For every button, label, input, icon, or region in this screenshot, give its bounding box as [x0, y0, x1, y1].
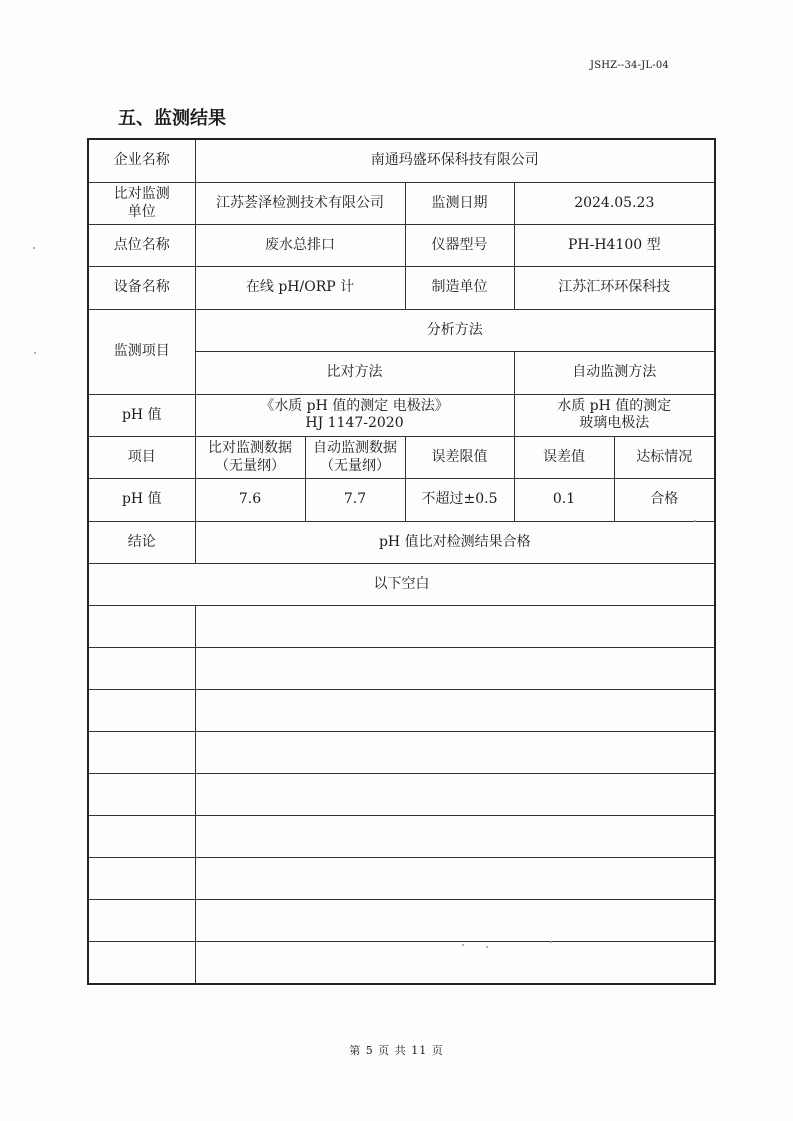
compare-unit-row [88, 182, 715, 224]
row-status: 合格 [614, 478, 715, 521]
results-header-row [88, 436, 715, 478]
compare-method [195, 394, 514, 436]
scan-speck [34, 352, 36, 354]
blank-row [88, 899, 715, 941]
blank-row [88, 731, 715, 773]
blank-row [88, 773, 715, 815]
point-label: 点位名称 [88, 224, 195, 266]
device-row [88, 266, 715, 309]
conclusion-row [88, 521, 715, 563]
auto-method-line2: 玻璃电极法 [579, 415, 650, 431]
page-suffix: 页 [431, 1044, 444, 1057]
row-error: 0.1 [514, 478, 614, 521]
blank-row [88, 815, 715, 857]
scan-speck [33, 247, 35, 249]
header-auto-data: 自动监测数据（无量纲） [305, 436, 405, 478]
compare-method-line1: 《水质 pH 值的测定 电极法》 [260, 398, 449, 414]
method-row [88, 394, 715, 436]
header-compare-data: 比对监测数据（无量纲） [195, 436, 305, 478]
blank-row [88, 647, 715, 689]
enterprise-value: 南通玛盛环保科技有限公司 [195, 139, 715, 182]
analysis-header-row [88, 309, 715, 351]
header-error: 误差值 [514, 436, 614, 478]
header-limit: 误差限值 [405, 436, 514, 478]
device-label: 设备名称 [88, 266, 195, 309]
maker-label: 制造单位 [405, 266, 514, 309]
page-prefix: 第 [349, 1044, 362, 1057]
point-value: 废水总排口 [195, 224, 405, 266]
row-limit: 不超过±0.5 [405, 478, 514, 521]
enterprise-row [88, 139, 715, 182]
scan-speck [462, 944, 464, 946]
compare-unit-value: 江苏荟泽检测技术有限公司 [195, 182, 405, 224]
page-total: 11 [411, 1044, 428, 1057]
method-param: pH 值 [88, 394, 195, 436]
analysis-label: 分析方法 [195, 309, 715, 351]
scan-speck [550, 941, 552, 943]
header-status: 达标情况 [614, 436, 715, 478]
compare-method-label: 比对方法 [195, 351, 514, 394]
blank-row [88, 605, 715, 647]
row-auto-data: 7.7 [305, 478, 405, 521]
compare-method-line2: HJ 1147-2020 [305, 415, 404, 431]
model-value: PH-H4100 型 [514, 224, 715, 266]
point-row [88, 224, 715, 266]
conclusion-value: pH 值比对检测结果合格 [195, 521, 715, 563]
scan-speck [486, 946, 488, 948]
model-label: 仪器型号 [405, 224, 514, 266]
item-label: 监测项目 [88, 309, 195, 394]
blank-row [88, 689, 715, 731]
device-value: 在线 pH/ORP 计 [195, 266, 405, 309]
blank-note-row [88, 563, 715, 605]
conclusion-label: 结论 [88, 521, 195, 563]
row-compare-data: 7.6 [195, 478, 305, 521]
document-code: JSHZ--34-JL-04 [590, 60, 669, 71]
results-data-row [88, 478, 715, 521]
section-title: 五、监测结果 [118, 108, 226, 129]
maker-value: 江苏汇环环保科技 [514, 266, 715, 309]
monitoring-results-table [87, 138, 716, 985]
date-label: 监测日期 [405, 182, 514, 224]
page-footer [0, 1042, 793, 1058]
blank-row [88, 941, 715, 984]
auto-method [514, 394, 715, 436]
header-item: 项目 [88, 436, 195, 478]
date-value: 2024.05.23 [514, 182, 715, 224]
page-current: 5 [365, 1044, 374, 1057]
enterprise-label: 企业名称 [88, 139, 195, 182]
auto-method-label: 自动监测方法 [514, 351, 715, 394]
blank-note: 以下空白 [88, 563, 715, 605]
scan-speck [694, 520, 696, 522]
compare-unit-label: 比对监测单位 [88, 182, 195, 224]
page-mid: 页 共 [378, 1044, 407, 1057]
blank-row [88, 857, 715, 899]
auto-method-line1: 水质 pH 值的测定 [557, 398, 672, 414]
row-item: pH 值 [88, 478, 195, 521]
